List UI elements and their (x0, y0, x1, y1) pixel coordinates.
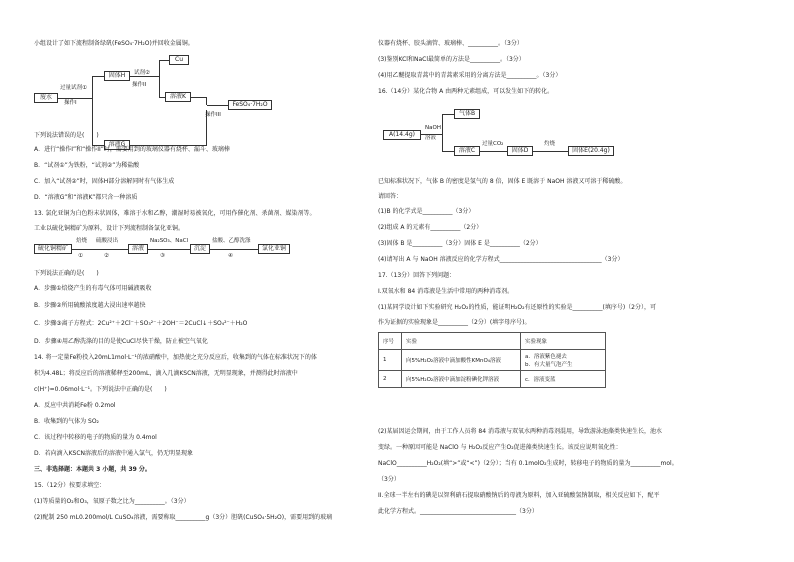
q17-intro: I.双氧水和 84 消毒液是生活中常用的两种消毒剂。 (378, 288, 514, 295)
q17-part-2b: 变绿。一种原因可能是 NaClO 与 H₂O₂反应产生O₂促进藻类快速生长。该反应说明氧化性： (378, 444, 622, 451)
table-cell: 1 (379, 350, 402, 371)
flow3-gas-b: 气体B (454, 109, 480, 119)
flow2-s3: 沉淀 (190, 244, 210, 254)
flow1-reagent2: 试剂② (134, 70, 150, 76)
flow1-arrow (92, 76, 104, 77)
flow1-op1: 操作I (64, 100, 77, 106)
flow3-sol-d: 固体D (507, 146, 533, 156)
q17-stem: 17.（13分）回答下列问题： (378, 272, 456, 279)
flow1-reagent1: 过量试剂① (60, 85, 87, 91)
table-cell: 向5%H₂O₂溶液中滴加淀粉碘化钾溶液 (402, 371, 521, 388)
flow3-arrow (479, 151, 507, 152)
table-row (379, 350, 606, 371)
flow3-arrow (532, 151, 568, 152)
q14-option-d: D．若向滴入KSCN溶液后的溶液中通入氯气，仍无明显现象 (34, 450, 194, 457)
flow2-a2: 硫酸浸出 (96, 238, 119, 244)
q13-option-d: D．步骤④用乙醇洗涤的目的是使CuCl尽快干燥，防止被空气氧化 (34, 338, 208, 345)
flow2-n2: ② (104, 253, 109, 259)
q12-stem: 下列说法错误的是( ) (34, 132, 99, 139)
flow3-branch (442, 114, 443, 152)
q14-option-c: C．该过程中转移的电子的物质的量为 0.4mol (34, 434, 157, 441)
flow1-product: FeSO₄·7H₂O (228, 100, 272, 110)
flow3-sol-e: 固体E(20.4g) (568, 146, 614, 156)
intro-text: 小组设计了如下流程制备绿矾(FeSO₄·7H₂O)并回收金属铜。 (34, 40, 194, 47)
q12-option-a: A．进行“操作I”和“操作II”时，需要用到的玻璃仪器有烧杯、漏斗、玻璃棒 (34, 146, 230, 153)
flow3-arrow (442, 151, 454, 152)
q16-part-4: (4)请写出 A 与 NaOH 溶液反应的化学方程式__________________________________（3分） (378, 256, 624, 263)
q12-option-c: C．加入“试剂②”时，固体H部分溶解同时有气体生成 (34, 178, 175, 185)
flow3-naoh: NaOH (425, 125, 441, 131)
q12-option-d: D．“溶液G”和“溶液K”都只含一种溶质 (34, 194, 138, 201)
table-cell: 向5%H₂O₂溶液中滴加酸性KMnO₄溶液 (402, 350, 521, 371)
experiment-table (378, 332, 606, 388)
table-header-row (379, 333, 606, 350)
flow1-solid-h: 固体H (104, 71, 130, 81)
table-row (379, 371, 606, 388)
q14-option-b: B．收集到的气体为 SO₂ (34, 418, 99, 425)
table-header-cell: 序号 (379, 333, 402, 350)
table-cell: c．溶液变蓝 (521, 371, 606, 388)
q16-stem: 16.（14分）某化合物 A 由两种元素组成，可以发生如下的转化。 (378, 88, 554, 95)
flow1-branch (159, 60, 160, 98)
q12-option-b: B．“试剂①”为铁粉，“试剂②”为稀盐酸 (34, 162, 140, 169)
flow1-arrow (129, 76, 159, 77)
flow2-arrow (148, 249, 190, 250)
q13-option-b: B．步骤②所用硫酸浓度越大浸出速率越快 (34, 302, 146, 309)
flow1-solution-g: 溶液G (104, 140, 130, 150)
q17-part-2c: NaClO__________H₂O₂(填“>”或“<”)（2分）；当有 0.1molO₂生成时，转移电子的物质的量为__________mol。 (378, 460, 678, 467)
table-cell-line: b．有大量气泡产生 (525, 362, 573, 368)
q13-option-a: A．步骤①焙烧产生的有毒气体可用碱液吸收 (34, 285, 152, 292)
flow2-s4: 氯化亚铜 (258, 244, 290, 254)
flow3-a: A(14.4g) (383, 130, 421, 140)
q16-info: 已知标准状况下，气体 B 的密度是氢气的 8 倍，固体 E 既溶于 NaOH 溶液又可溶于稀硫酸。 (378, 178, 627, 185)
q17-part-1: (1)某同学设计如下实验研究 H₂O₂的性质，能证明H₂O₂有还原性的实验是__________(填序号)（2分），可 (378, 304, 656, 311)
flow3-sol-c: 溶液C (454, 146, 480, 156)
table-header-cell: 实验现象 (521, 333, 606, 350)
q15-part-3: (3)鉴别KCl和NaCl最简单的方法是__________。（3分） (378, 56, 525, 63)
table-cell: 2 (379, 371, 402, 388)
q14-stem-2: 积为4.48L；将反应后的溶液稀释至200mL，滴入几滴KSCN溶液，无明显现象，并测得此时溶液中 (34, 370, 298, 377)
q16-part-2: (2)组成 A 的元素有__________（2分） (378, 224, 483, 231)
q17-part-2: (2)某届因运会期间，由于工作人员将 84 消毒液与双氧水两种消毒剂混用，导致游泳池藻类快速生长，池水 (378, 428, 662, 435)
q14-stem-3: c(H⁺)=0.06mol·L⁻¹。下列说法中正确的是( ) (34, 386, 167, 393)
q17-part-3b: 此化学方程式。________________________________（3分） (378, 508, 538, 515)
q17-part-1b: 作为证据的实验现象是__________（2分）(填字母序号)。 (378, 319, 531, 326)
flow2-s2: 溶液 (128, 244, 148, 254)
q13-option-c: C．步骤③离子方程式：2Cu²⁺＋2Cl⁻＋SO₃²⁻＋2OH⁻＝2CuCl↓＋SO₄²⁻＋H₂O (34, 320, 248, 327)
flow1-arrow (190, 97, 206, 98)
flow1-arrow (159, 60, 169, 61)
flow1-op3: 操作III (205, 112, 221, 118)
q13-stem: 13. 氯化亚铜为白色粉末状固体，难溶于水和乙醇，潮湿时易被氧化，可用作催化剂、杀菌剂、媒染剂等。 (34, 210, 316, 217)
table-cell-line: a．溶液紫色褪去 (525, 354, 567, 360)
flow1-cu: Cu (169, 55, 189, 65)
flow2-arrow (210, 249, 258, 250)
q14-option-a: A．反应中共消耗Fe粉 0.2mol (34, 402, 116, 409)
section-3-heading: 三、非选择题：本题共 3 小题，共 39 分。 (34, 466, 151, 473)
q15-part-1: (1)等质量的O₂和O₃，氧原子数之比为__________。（3分） (34, 498, 190, 505)
q17-part-2d: （3分） (378, 476, 400, 483)
flow2-n3: ③ (160, 253, 165, 259)
flow2-n4: ④ (228, 253, 233, 259)
flow1-arrow (58, 98, 92, 99)
flow3-burn: 灼烧 (544, 141, 556, 147)
flow1-solution-k: 溶液K (165, 92, 191, 102)
q16-answer-prompt: 请回答： (378, 193, 403, 200)
flow3-arrow (442, 114, 454, 115)
q13-intro: 下列说法正确的是( ) (34, 270, 99, 277)
q17-part-3: II.全球一半左右的碘是以智利硝石提取硝酸钠后的母液为原料，加入亚硫酸氢钠制取，相关反应如下，配平 (378, 492, 660, 499)
q15-part-4: (4)用乙醚提取青蒿中的青蒿素采用的分离方法是__________。（3分） (378, 72, 562, 79)
table-cell (521, 350, 606, 371)
flow2-n1: ① (78, 253, 83, 259)
flow2-a1: 焙烧 (76, 238, 88, 244)
q14-stem: 14. 将一定量Fe粉投入20mL1mol·L⁻¹的浓硝酸中，加热使之充分反应后，收集到的气体在标准状况下的体 (34, 354, 317, 361)
flow1-op2: 操作II (132, 82, 147, 88)
flow1-arrow (206, 97, 207, 105)
flow2-a3: Na₂SO₃、NaCl (150, 238, 189, 244)
flow1-arrow (207, 105, 228, 106)
flow3-soln: 溶液 (425, 135, 437, 141)
q13-stem-2: 工业以硫化铜精矿为原料，设计下列流程制备氯化亚铜。 (34, 225, 185, 232)
q15-part-2-cont: 仪器有烧杯、胶头滴管、玻璃棒、__________。（3分） (378, 40, 523, 47)
flow2-arrow (72, 249, 128, 250)
q16-part-3: (3)固体 B 是__________（3分）固体 E 是__________（2分） (378, 240, 542, 247)
q15-stem: 15.（12分）按要求填空： (34, 482, 106, 489)
q16-part-1: (1)B 的化学式是__________（3分） (378, 208, 475, 215)
table-header-cell: 实验 (402, 333, 521, 350)
q15-part-2: (2)配制 250 mL0.200mol/L CuSO₄溶液，需要称取__________g（3分）胆矾(CuSO₄·5H₂O)，需要用到的玻璃 (34, 514, 333, 521)
flow1-start: 废水 (34, 93, 58, 103)
flow3-arrow (420, 134, 442, 135)
flow2-s1: 硫化铜精矿 (34, 244, 72, 254)
flow2-a4: 盐酸、乙醇洗涤 (212, 238, 251, 244)
flow3-co2: 过量CO₂ (482, 141, 504, 147)
